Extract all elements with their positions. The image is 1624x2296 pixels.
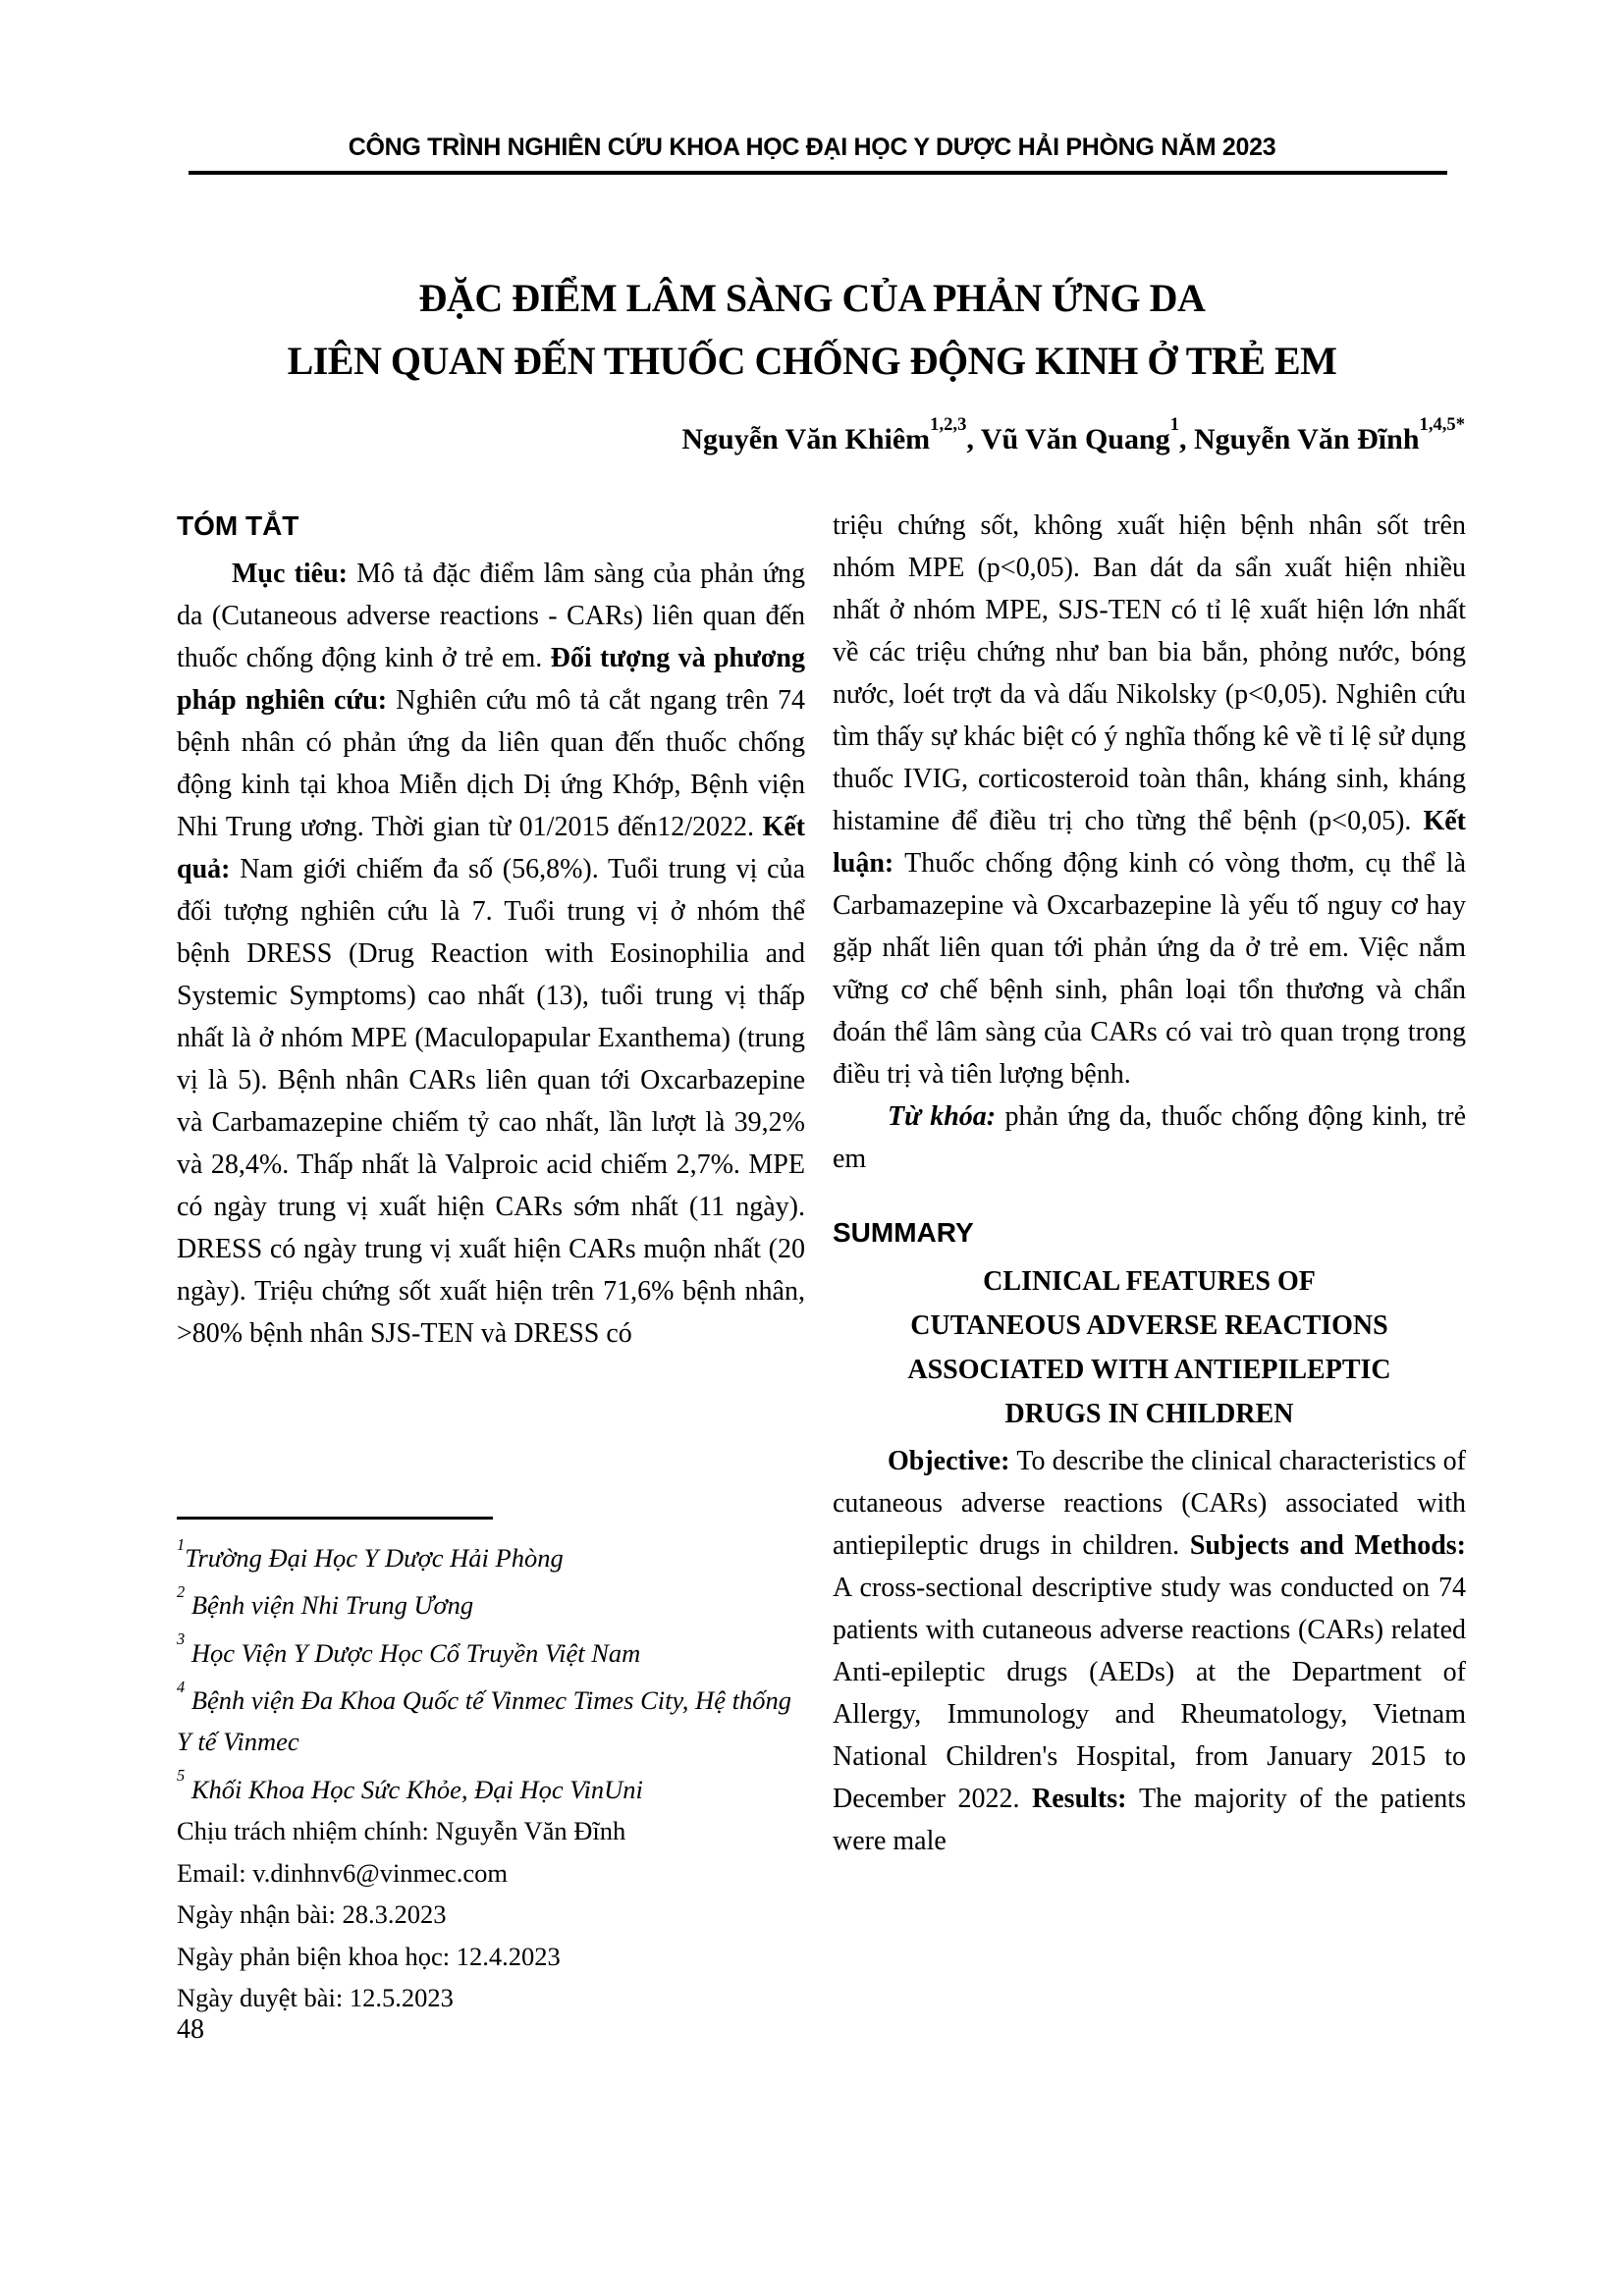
text-segment: Thuốc chống động kinh có vòng thơm, cụ thể là Carbamazepine và Oxcarbazepine là yếu tố nguy cơ hay gặp nhất liên quan tới phản ứng da ở trẻ em. Việc nắm vững cơ chế bệnh sinh, phân loại tổn thương và chẩn đoán thể lâm sàng của CARs có vai trò quan trọng trong điều trị và tiên lượng bệnh. (833, 848, 1467, 1090)
summary-title-line: ASSOCIATED WITH ANTIEPILEPTIC (907, 1355, 1391, 1385)
footnote-number: 2 (177, 1581, 186, 1601)
footnotes-block (177, 1517, 810, 2019)
abstract-paragraph (177, 553, 805, 1355)
footnote-separator (177, 1517, 493, 1520)
text-segment: Mô tả đặc điểm lâm sàng của phản ứng da (Cutaneous adverse reactions - CARs) liên quan đến thuốc chống động kinh ở trẻ em. (177, 559, 805, 673)
footnote-line: Ngày nhận bài: 28.3.2023 (177, 1899, 447, 1930)
footnote-line: Ngày duyệt bài: 12.5.2023 (177, 1983, 454, 2013)
text-segment: Nghiên cứu mô tả cắt ngang trên 74 bệnh nhân có phản ứng da liên quan đến thuốc chống động kinh tại khoa Miễn dịch Dị ứng Khớp, Bệnh viện Nhi Trung ương. Thời gian từ 01/2015 đến12/2022. (177, 685, 805, 842)
keywords-paragraph (833, 1095, 1466, 1180)
text-segment: Kết luận: (833, 806, 1466, 879)
text-segment: Học Viện Y Dược Học Cổ Truyền Việt Nam (185, 1637, 641, 1668)
page-title (88, 267, 1536, 393)
page-title-line-2: LIÊN QUAN ĐẾN THUỐC CHỐNG ĐỘNG KINH Ở TRẺ EM (287, 339, 1337, 383)
footnote-number: 4 (177, 1677, 186, 1696)
text-segment: The majority of the patients were male (833, 1784, 1466, 1856)
text-segment: Khối Khoa Học Sức Khỏe, Đại Học VinUni (185, 1774, 643, 1804)
text-segment: Mục tiêu: (232, 559, 357, 589)
page-number: 48 (177, 2014, 204, 2045)
abstract-heading: TÓM TẮT (177, 510, 299, 541)
summary-title-line: DRUGS IN CHILDREN (1004, 1399, 1294, 1429)
text-segment: Bệnh viện Đa Khoa Quốc tế Vinmec Times City, Hệ thống Y tế Vinmec (177, 1684, 791, 1757)
abstract-continuation-paragraph (833, 505, 1466, 1095)
superscript: 1 (1169, 413, 1179, 435)
correspondence-footnotes (177, 1810, 810, 2019)
summary-title-line: CUTANEOUS ADVERSE REACTIONS (910, 1310, 1388, 1341)
affiliation-footnote (177, 1578, 810, 1626)
text-segment: , Nguyễn Văn Đĩnh (1178, 423, 1420, 455)
authors-line (177, 413, 1465, 456)
summary-title-line: CLINICAL FEATURES OF (983, 1266, 1316, 1297)
footnote-line: Ngày phản biện khoa học: 12.4.2023 (177, 1941, 561, 1971)
text-segment: phản ứng da, thuốc chống động kinh, trẻ em (833, 1101, 1466, 1174)
left-column (177, 505, 805, 1355)
footnote-line: Email: v.dinhnv6@vinmec.com (177, 1857, 508, 1888)
affiliation-footnote (177, 1627, 810, 1674)
text-segment: , Vũ Văn Quang (966, 423, 1170, 455)
text-segment: Bệnh viện Nhi Trung Ương (185, 1590, 474, 1621)
text-segment: To describe the clinical characteristics of cutaneous adverse reactions (CARs) associated with antiepileptic drugs in children. (833, 1446, 1466, 1561)
text-segment: Results: (1032, 1784, 1139, 1814)
text-segment: Trường Đại Học Y Dược Hải Phòng (185, 1542, 564, 1573)
superscript: 1,2,3 (930, 413, 967, 435)
footnote-line: Chịu trách nhiệm chính: Nguyễn Văn Đĩnh (177, 1816, 626, 1846)
summary-heading: SUMMARY (833, 1217, 974, 1248)
footnote-number: 5 (177, 1766, 186, 1786)
text-segment: Nguyễn Văn Khiêm (681, 423, 931, 455)
superscript: 1,4,5* (1419, 413, 1465, 435)
right-column (833, 505, 1466, 1862)
affiliation-footnotes (177, 1531, 810, 1810)
summary-paragraph (833, 1440, 1466, 1862)
text-segment: Nam giới chiếm đa số (56,8%). Tuổi trung vị của đối tượng nghiên cứu là 7. Tuổi trung vị ở nhóm thể bệnh DRESS (Drug Reaction with Eosinophilia and Systemic Symptoms) cao nhất (13), tuổi trung vị thấp nhất là ở nhóm MPE (Maculopapular Exanthema) (trung vị là 5). Bệnh nhân CARs liên quan tới Oxcarbazepine và Carbamazepine chiếm tỷ cao nhất, lần lượt là 39,2% và 28,4%. Thấp nhất là Valproic acid chiếm 2,7%. MPE có ngày trung vị xuất hiện CARs sớm nhất (11 ngày). DRESS có ngày trung vị xuất hiện CARs muộn nhất (20 ngày). Triệu chứng sốt xuất hiện trên 71,6% bệnh nhân, >80% bệnh nhân SJS-TEN và DRESS có (177, 854, 806, 1349)
page-title-line-1: ĐẶC ĐIỂM LÂM SÀNG CỦA PHẢN ỨNG DA (418, 276, 1206, 320)
text-segment: Kết quả: (177, 812, 805, 884)
text-segment: Objective: (888, 1446, 1017, 1476)
text-segment: Subjects and Methods: (1189, 1530, 1467, 1561)
text-segment: Từ khóa: (888, 1101, 1005, 1132)
footnote-number: 1 (177, 1534, 186, 1554)
running-head: CÔNG TRÌNH NGHIÊN CỨU KHOA HỌC ĐẠI HỌC Y DƯỢC HẢI PHÒNG NĂM 2023 (348, 133, 1276, 161)
text-segment: A cross-sectional descriptive study was conducted on 74 patients with cutaneous adverse reactions (CARs) related Anti-epileptic drugs (AEDs) at the Department of Allergy, Immunology and Rheumatology, Vietnam National Children's Hospital, from January 2015 to December 2022. (833, 1573, 1466, 1814)
summary-title (833, 1259, 1466, 1436)
text-segment: triệu chứng sốt, không xuất hiện bệnh nhân sốt trên nhóm MPE (p<0,05). Ban dát da sẩn xuất hiện nhiều nhất ở nhóm MPE, SJS-TEN có tỉ lệ xuất hiện lớn nhất về các triệu chứng như ban bia bắn, phỏng nước, bóng nước, loét trợt da và dấu Nikolsky (p<0,05). Nghiên cứu tìm thấy sự khác biệt có ý nghĩa thống kê về tỉ lệ sử dụng thuốc IVIG, corticosteroid toàn thân, kháng sinh, kháng histamine để điều trị cho từng thể bệnh (p<0,05). (833, 510, 1466, 836)
affiliation-footnote (177, 1531, 810, 1578)
text-segment: Đối tượng và phương pháp nghiên cứu: (177, 643, 805, 716)
affiliation-footnote (177, 1674, 810, 1763)
affiliation-footnote (177, 1763, 810, 1810)
header-rule (189, 171, 1447, 175)
footnote-number: 3 (177, 1629, 186, 1649)
